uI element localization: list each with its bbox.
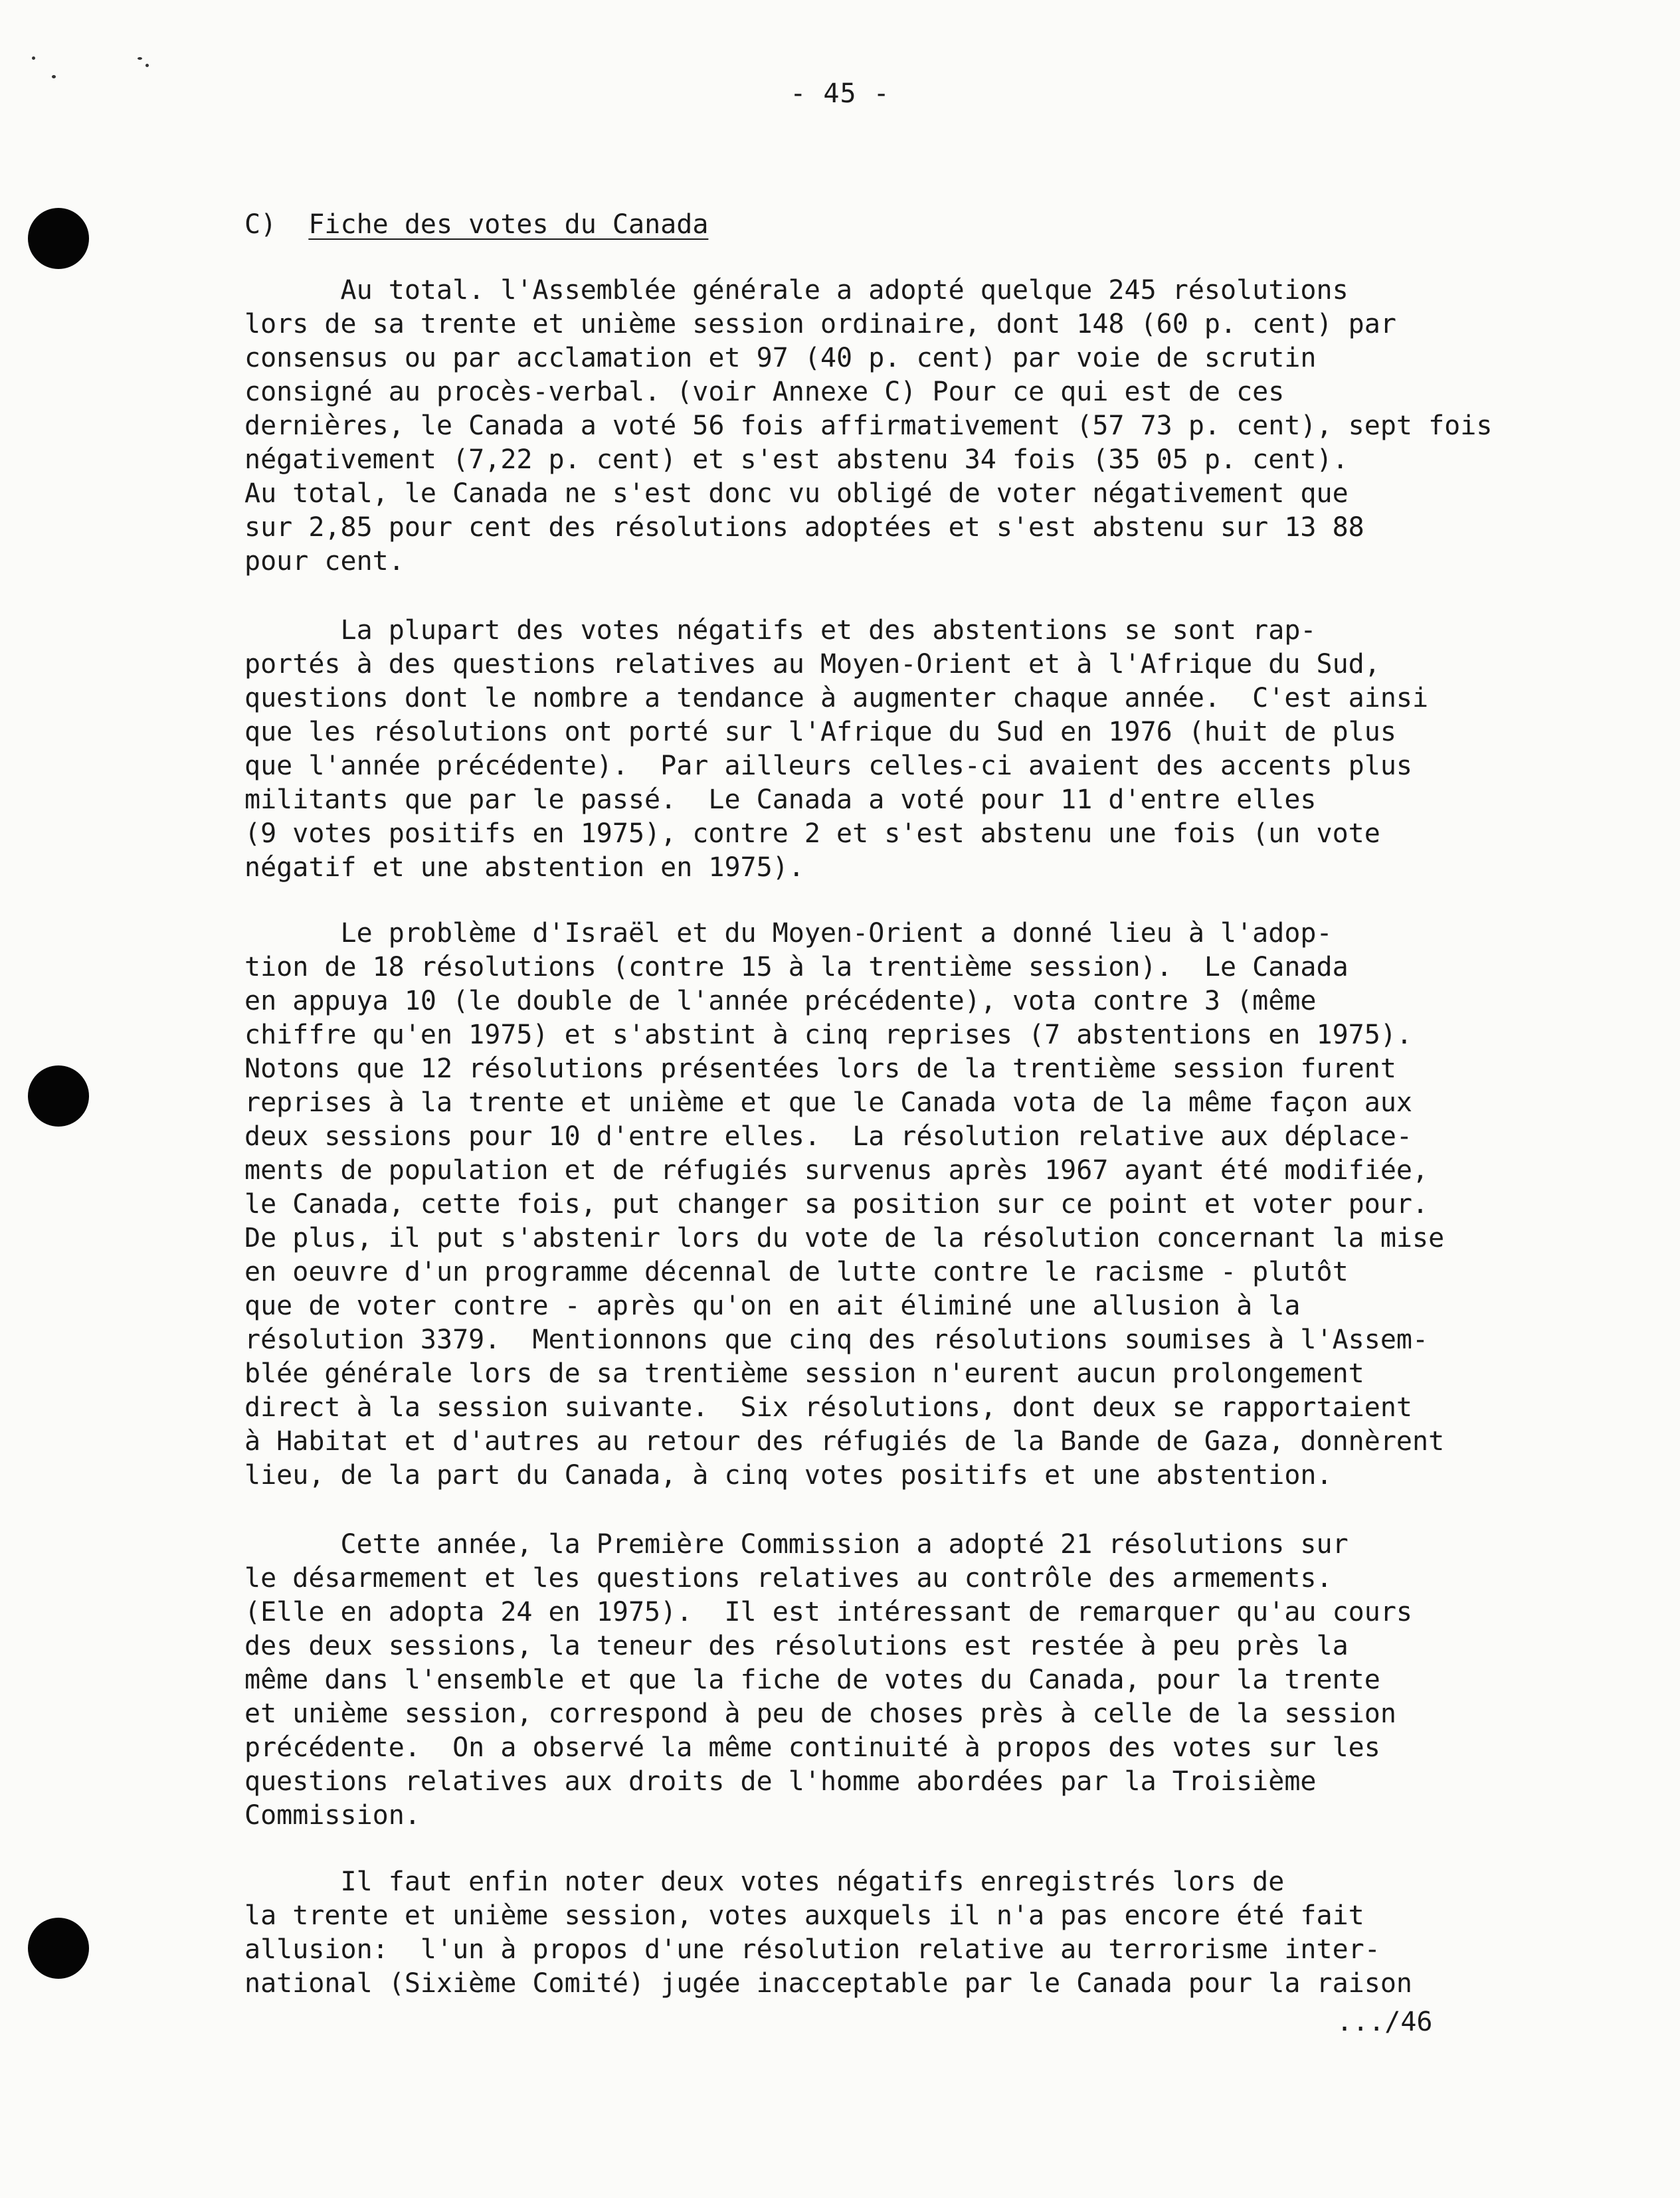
text-line: négatif et une abstention en 1975).: [244, 852, 804, 883]
text-line: blée générale lors de sa trentième session n'eurent aucun prolongement: [244, 1358, 1364, 1389]
text-line: Commission.: [244, 1800, 420, 1831]
paragraph-first-commission: [244, 1528, 1573, 1833]
text-line: national (Sixième Comité) jugée inacceptable par le Canada pour la raison: [244, 1968, 1412, 1999]
section-title: Fiche des votes du Canada: [308, 209, 709, 240]
section-marker: C): [244, 209, 277, 240]
text-line: tion de 18 résolutions (contre 15 à la trentième session). Le Canada: [244, 952, 1349, 982]
text-line: pour cent.: [244, 546, 405, 577]
text-line: direct à la session suivante. Six résolutions, dont deux se rapportaient: [244, 1392, 1412, 1423]
text-line: consigné au procès-verbal. (voir Annexe C) Pour ce qui est de ces: [244, 377, 1285, 407]
paragraph-middle-east: [244, 917, 1573, 1493]
text-line: questions relatives aux droits de l'homme abordées par la Troisième: [244, 1766, 1317, 1797]
text-line: sur 2,85 pour cent des résolutions adoptées et s'est abstenu sur 13 88: [244, 512, 1364, 543]
page-number: - 45 -: [790, 78, 890, 109]
text-line: deux sessions pour 10 d'entre elles. La résolution relative aux déplace-: [244, 1121, 1412, 1152]
punch-hole: [28, 208, 89, 269]
text-line: et unième session, correspond à peu de choses près à celle de la session: [244, 1698, 1396, 1729]
text-line: Le problème d'Israël et du Moyen-Orient a donné lieu à l'adop-: [244, 918, 1333, 949]
text-line: reprises à la trente et unième et que le Canada vota de la même façon aux: [244, 1087, 1412, 1118]
punch-hole: [28, 1918, 89, 1979]
text-line: dernières, le Canada a voté 56 fois affirmativement (57 73 p. cent), sept fois: [244, 411, 1493, 441]
paragraph-closing: [244, 1865, 1573, 2001]
text-line: le Canada, cette fois, put changer sa position sur ce point et voter pour.: [244, 1189, 1429, 1220]
text-line: portés à des questions relatives au Moyen-Orient et à l'Afrique du Sud,: [244, 649, 1380, 680]
text-line: chiffre qu'en 1975) et s'abstint à cinq reprises (7 abstentions en 1975).: [244, 1020, 1412, 1050]
text-line: lors de sa trente et unième session ordinaire, dont 148 (60 p. cent) par: [244, 309, 1396, 339]
text-line: à Habitat et d'autres au retour des réfugiés de la Bande de Gaza, donnèrent: [244, 1426, 1445, 1457]
text-line: résolution 3379. Mentionnons que cinq des résolutions soumises à l'Assem-: [244, 1325, 1429, 1355]
punch-hole: [28, 1065, 89, 1127]
text-line: en oeuvre d'un programme décennal de lutte contre le racisme - plutôt: [244, 1257, 1349, 1287]
text-line: que les résolutions ont porté sur l'Afrique du Sud en 1976 (huit de plus: [244, 717, 1396, 747]
text-line: Au total. l'Assemblée générale a adopté quelque 245 résolutions: [244, 275, 1349, 306]
text-line: la trente et unième session, votes auxquels il n'a pas encore été fait: [244, 1900, 1364, 1931]
text-line: précédente. On a observé la même continuité à propos des votes sur les: [244, 1732, 1380, 1763]
text-line: Notons que 12 résolutions présentées lors de la trentième session furent: [244, 1053, 1396, 1084]
paragraph-vote-totals: [244, 274, 1573, 579]
text-line: allusion: l'un à propos d'une résolution relative au terrorisme inter-: [244, 1934, 1380, 1965]
scan-speck: [32, 56, 35, 60]
scan-speck: [145, 64, 149, 67]
text-line: Cette année, la Première Commission a adopté 21 résolutions sur: [244, 1529, 1349, 1560]
text-line: consensus ou par acclamation et 97 (40 p. cent) par voie de scrutin: [244, 343, 1317, 373]
text-line: militants que par le passé. Le Canada a voté pour 11 d'entre elles: [244, 784, 1317, 815]
section-heading: [244, 207, 708, 242]
paragraph-negative-votes: [244, 614, 1573, 885]
text-line: De plus, il put s'abstenir lors du vote de la résolution concernant la mise: [244, 1223, 1445, 1253]
scan-speck: [138, 57, 142, 60]
text-line: lieu, de la part du Canada, à cinq votes positifs et une abstention.: [244, 1460, 1333, 1491]
text-line: en appuya 10 (le double de l'année précédente), vota contre 3 (même: [244, 986, 1317, 1016]
text-line: La plupart des votes négatifs et des abstentions se sont rap-: [244, 615, 1317, 646]
continuation-marker: .../46: [1337, 2007, 1433, 2037]
text-line: Il faut enfin noter deux votes négatifs enregistrés lors de: [244, 1867, 1285, 1897]
text-line: négativement (7,22 p. cent) et s'est abstenu 34 fois (35 05 p. cent).: [244, 444, 1349, 475]
text-line: que de voter contre - après qu'on en ait éliminé une allusion à la: [244, 1291, 1301, 1321]
text-line: Au total, le Canada ne s'est donc vu obligé de voter négativement que: [244, 478, 1349, 509]
text-line: des deux sessions, la teneur des résolutions est restée à peu près la: [244, 1631, 1349, 1661]
text-line: ments de population et de réfugiés survenus après 1967 ayant été modifiée,: [244, 1155, 1429, 1186]
text-line: le désarmement et les questions relatives au contrôle des armements.: [244, 1563, 1333, 1594]
text-line: même dans l'ensemble et que la fiche de votes du Canada, pour la trente: [244, 1665, 1380, 1695]
text-line: (Elle en adopta 24 en 1975). Il est intéressant de remarquer qu'au cours: [244, 1597, 1412, 1627]
text-line: que l'année précédente). Par ailleurs celles-ci avaient des accents plus: [244, 751, 1412, 781]
text-line: (9 votes positifs en 1975), contre 2 et s'est abstenu une fois (un vote: [244, 818, 1380, 849]
text-line: questions dont le nombre a tendance à augmenter chaque année. C'est ainsi: [244, 683, 1429, 713]
